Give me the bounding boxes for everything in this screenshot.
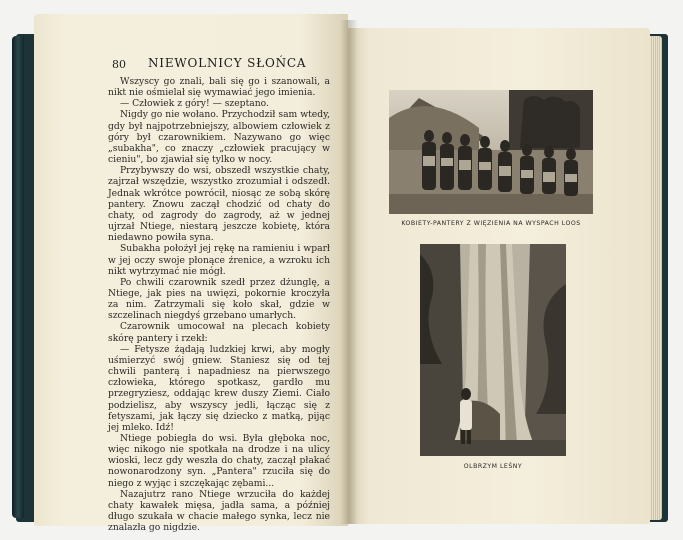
- paragraph: Nazajutrz rano Ntiege wrzuciła do każdej chaty kawałek mięsa, jadła sama, a później długo szukała w chacie małego synka, lecz nie znalazła go nigdzie.: [108, 488, 330, 534]
- photo-caption-top: KOBIETY-PANTERY Z WIĘZIENIA NA WYSPACH LOOS: [401, 220, 581, 227]
- photo-women-village: [389, 90, 593, 214]
- paragraph: Subakha położył jej rękę na ramieniu i wparł w jej oczy swoje płonące źrenice, a wzroku ich nikt wytrzymać nie mógł.: [108, 243, 330, 277]
- paragraph: — Człowiek z góry! — szeptano.: [120, 98, 269, 110]
- paragraph: Wszyscy go znali, bali się go i szanowali, a nikt nie ośmielał się wymawiać jego imienia.: [108, 76, 330, 99]
- book-spine-edge: [12, 36, 24, 518]
- photo-caption-bottom: OLBRZYM LEŚNY: [463, 463, 523, 470]
- page-number: 80: [112, 58, 126, 71]
- paragraph: Przybywszy do wsi, obszedł wszystkie chaty, zajrzał wszędzie, wszystko zrozumiał i odszedł. Jednak wkrótce powrócił, niosąc ze sobą skórę pantery. Znowu zaczął chodzić od chaty do chaty, od zagrody do zagrody, aż w jednej ujrzał Ntiege, niestarą jeszcze kobietę, która niedawno powiła syna.: [108, 165, 330, 244]
- paragraph: Czarownik umocował na plecach kobiety skórę pantery i rzekł:: [108, 321, 330, 344]
- paragraph: Ntiege pobiegła do wsi. Była głęboka noc, więc nikogo nie spotkała na drodze i na ulicy wioski, lecz gdy weszła do chaty, zaczął płakać nowonarodzony syn. „Pantera" rzuciła się do niego z wyjąc i szczękając zębami...: [108, 433, 330, 489]
- paragraph: — Fetysze żądają ludzkiej krwi, aby mogły uśmierzyć swój gniew. Staniesz się od tej chwili panterą i napadniesz na pierwszego człowieka, którego spotkasz, gardło mu przegryziesz, oddając krew duszy Ziemi. Ciało podzielisz, aby wszyscy jedli, łącząc się z fetyszami, jak łączy się dziecko z matką, pijąc jej mleko. Idź!: [108, 343, 330, 433]
- book-gutter: [340, 20, 358, 524]
- paragraph: Po chwili czarownik szedł przez dżunglę, a Ntiege, jak pies na uwięzi, pokornie kroczyła za nim. Zatrzymali się koło skał, gdzie w szczelinach niegdyś grzebano umarłych.: [108, 276, 330, 322]
- paragraph: Nigdy go nie wołano. Przychodził sam wtedy, gdy był najpotrzebniejszy, albowiem człowiek z góry był czarownikiem. Nazywano go więc „subakha", co znaczy „człowiek pracujący w cieniu", bo zjawiał się tylko w nocy.: [108, 109, 330, 166]
- running-head: NIEWOLNICY SŁOŃCA: [148, 56, 307, 70]
- photo-giant-tree: [420, 244, 566, 456]
- body-text: [108, 76, 330, 533]
